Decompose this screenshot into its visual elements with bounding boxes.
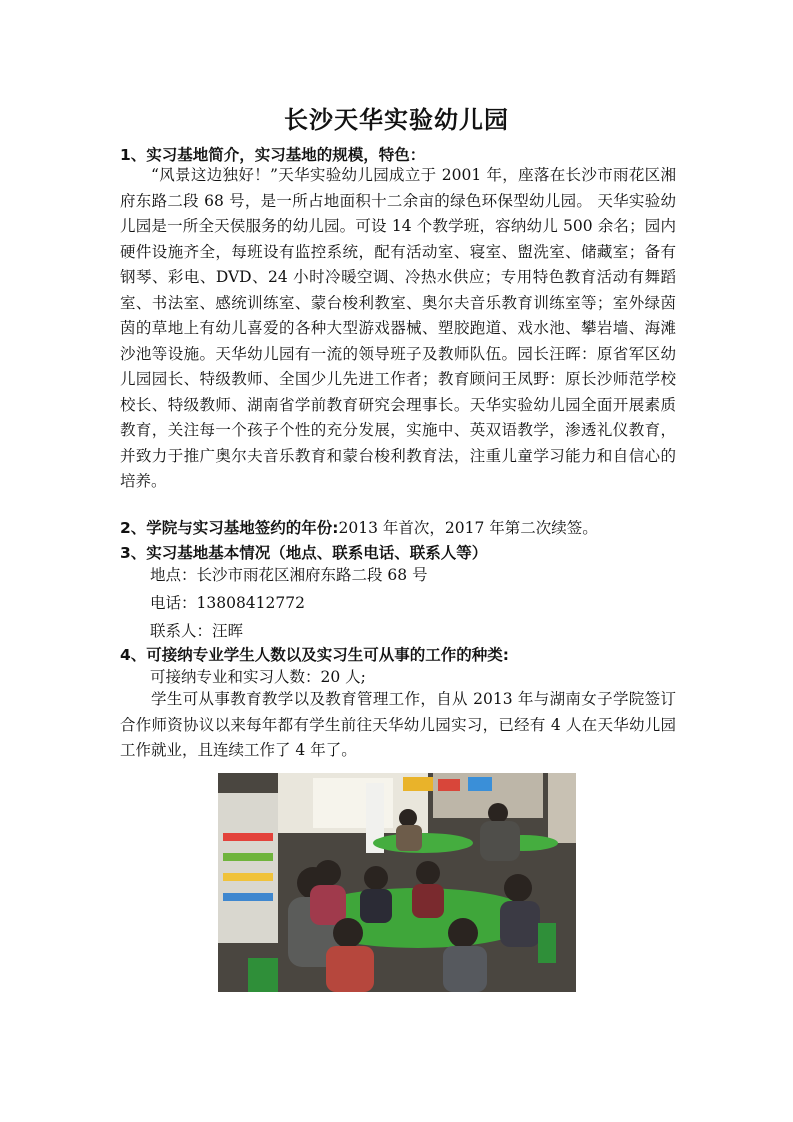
address-line: 地点：长沙市雨花区湘府东路二段 68 号 [150,566,428,584]
section-4-body: 学生可从事教育教学以及教育管理工作，自从 2013 年与湖南女子学院签订合作师资协议以来每年都有学生前往天华幼儿园实习，已经有 4 人在天华幼儿园工作就业，且连续工作了 4 年了。 [120,690,676,759]
section-4-heading: 4、可接纳专业学生人数以及实习生可从事的工作的种类: [120,646,509,664]
section-1-heading: 1、实习基地简介，实习基地的规模，特色： [120,146,426,164]
section-2-heading [120,516,598,538]
page-title: 长沙天华实验幼儿园 [284,106,509,134]
classroom-photo-illustration [218,773,576,992]
section-2-label: 2、学院与实习基地签约的年份: [120,519,339,537]
section-2-value: 2013 年首次，2017 年第二次续签。 [338,519,598,537]
classroom-photo [218,773,576,992]
capacity-line: 可接纳专业和实习人数：20 人; [150,668,366,686]
phone-line: 电话：13808412772 [150,594,305,612]
section-1-body: “风景这边独好！”天华实验幼儿园成立于 2001 年，座落在长沙市雨花区湘府东路二段 68 号，是一所占地面积十二余亩的绿色环保型幼儿园。 天华实验幼儿园是一所全天侯服务的幼儿园。可设 14 个教学班，容纳幼儿 500 余名；园内硬件设施齐全，每班设有监控系统，配有活动室、寝室、盥洗室、储藏室；备有钢琴、彩电、DVD、24 小时冷暖空调、冷热水供应；专用特色教育活动有舞蹈室、书法室、感统训练室、蒙台梭利教室、奥尔夫音乐教育训练室等；室外绿茵茵的草地上有幼儿喜爱的各种大型游戏器械、塑胶跑道、戏水池、攀岩墙、海滩沙池等设施。天华幼儿园有一流的领导班子及教师队伍。园长汪晖：原省军区幼儿园园长、特级教师、全国少儿先进工作者；教育顾问王凤野：原长沙师范学校校长、特级教师、湖南省学前教育研究会理事长。天华实验幼儿园全面开展素质教育，关注每一个孩子个性的充分发展，实施中、英双语教学，渗透礼仪教育，并致力于推广奥尔夫音乐教育和蒙台梭利教育法，注重儿童学习能力和自信心的培养。 [120,166,676,490]
section-3-heading: 3、实习基地基本情况（地点、联系电话、联系人等） [120,544,488,562]
contact-line: 联系人：汪晖 [150,622,244,640]
